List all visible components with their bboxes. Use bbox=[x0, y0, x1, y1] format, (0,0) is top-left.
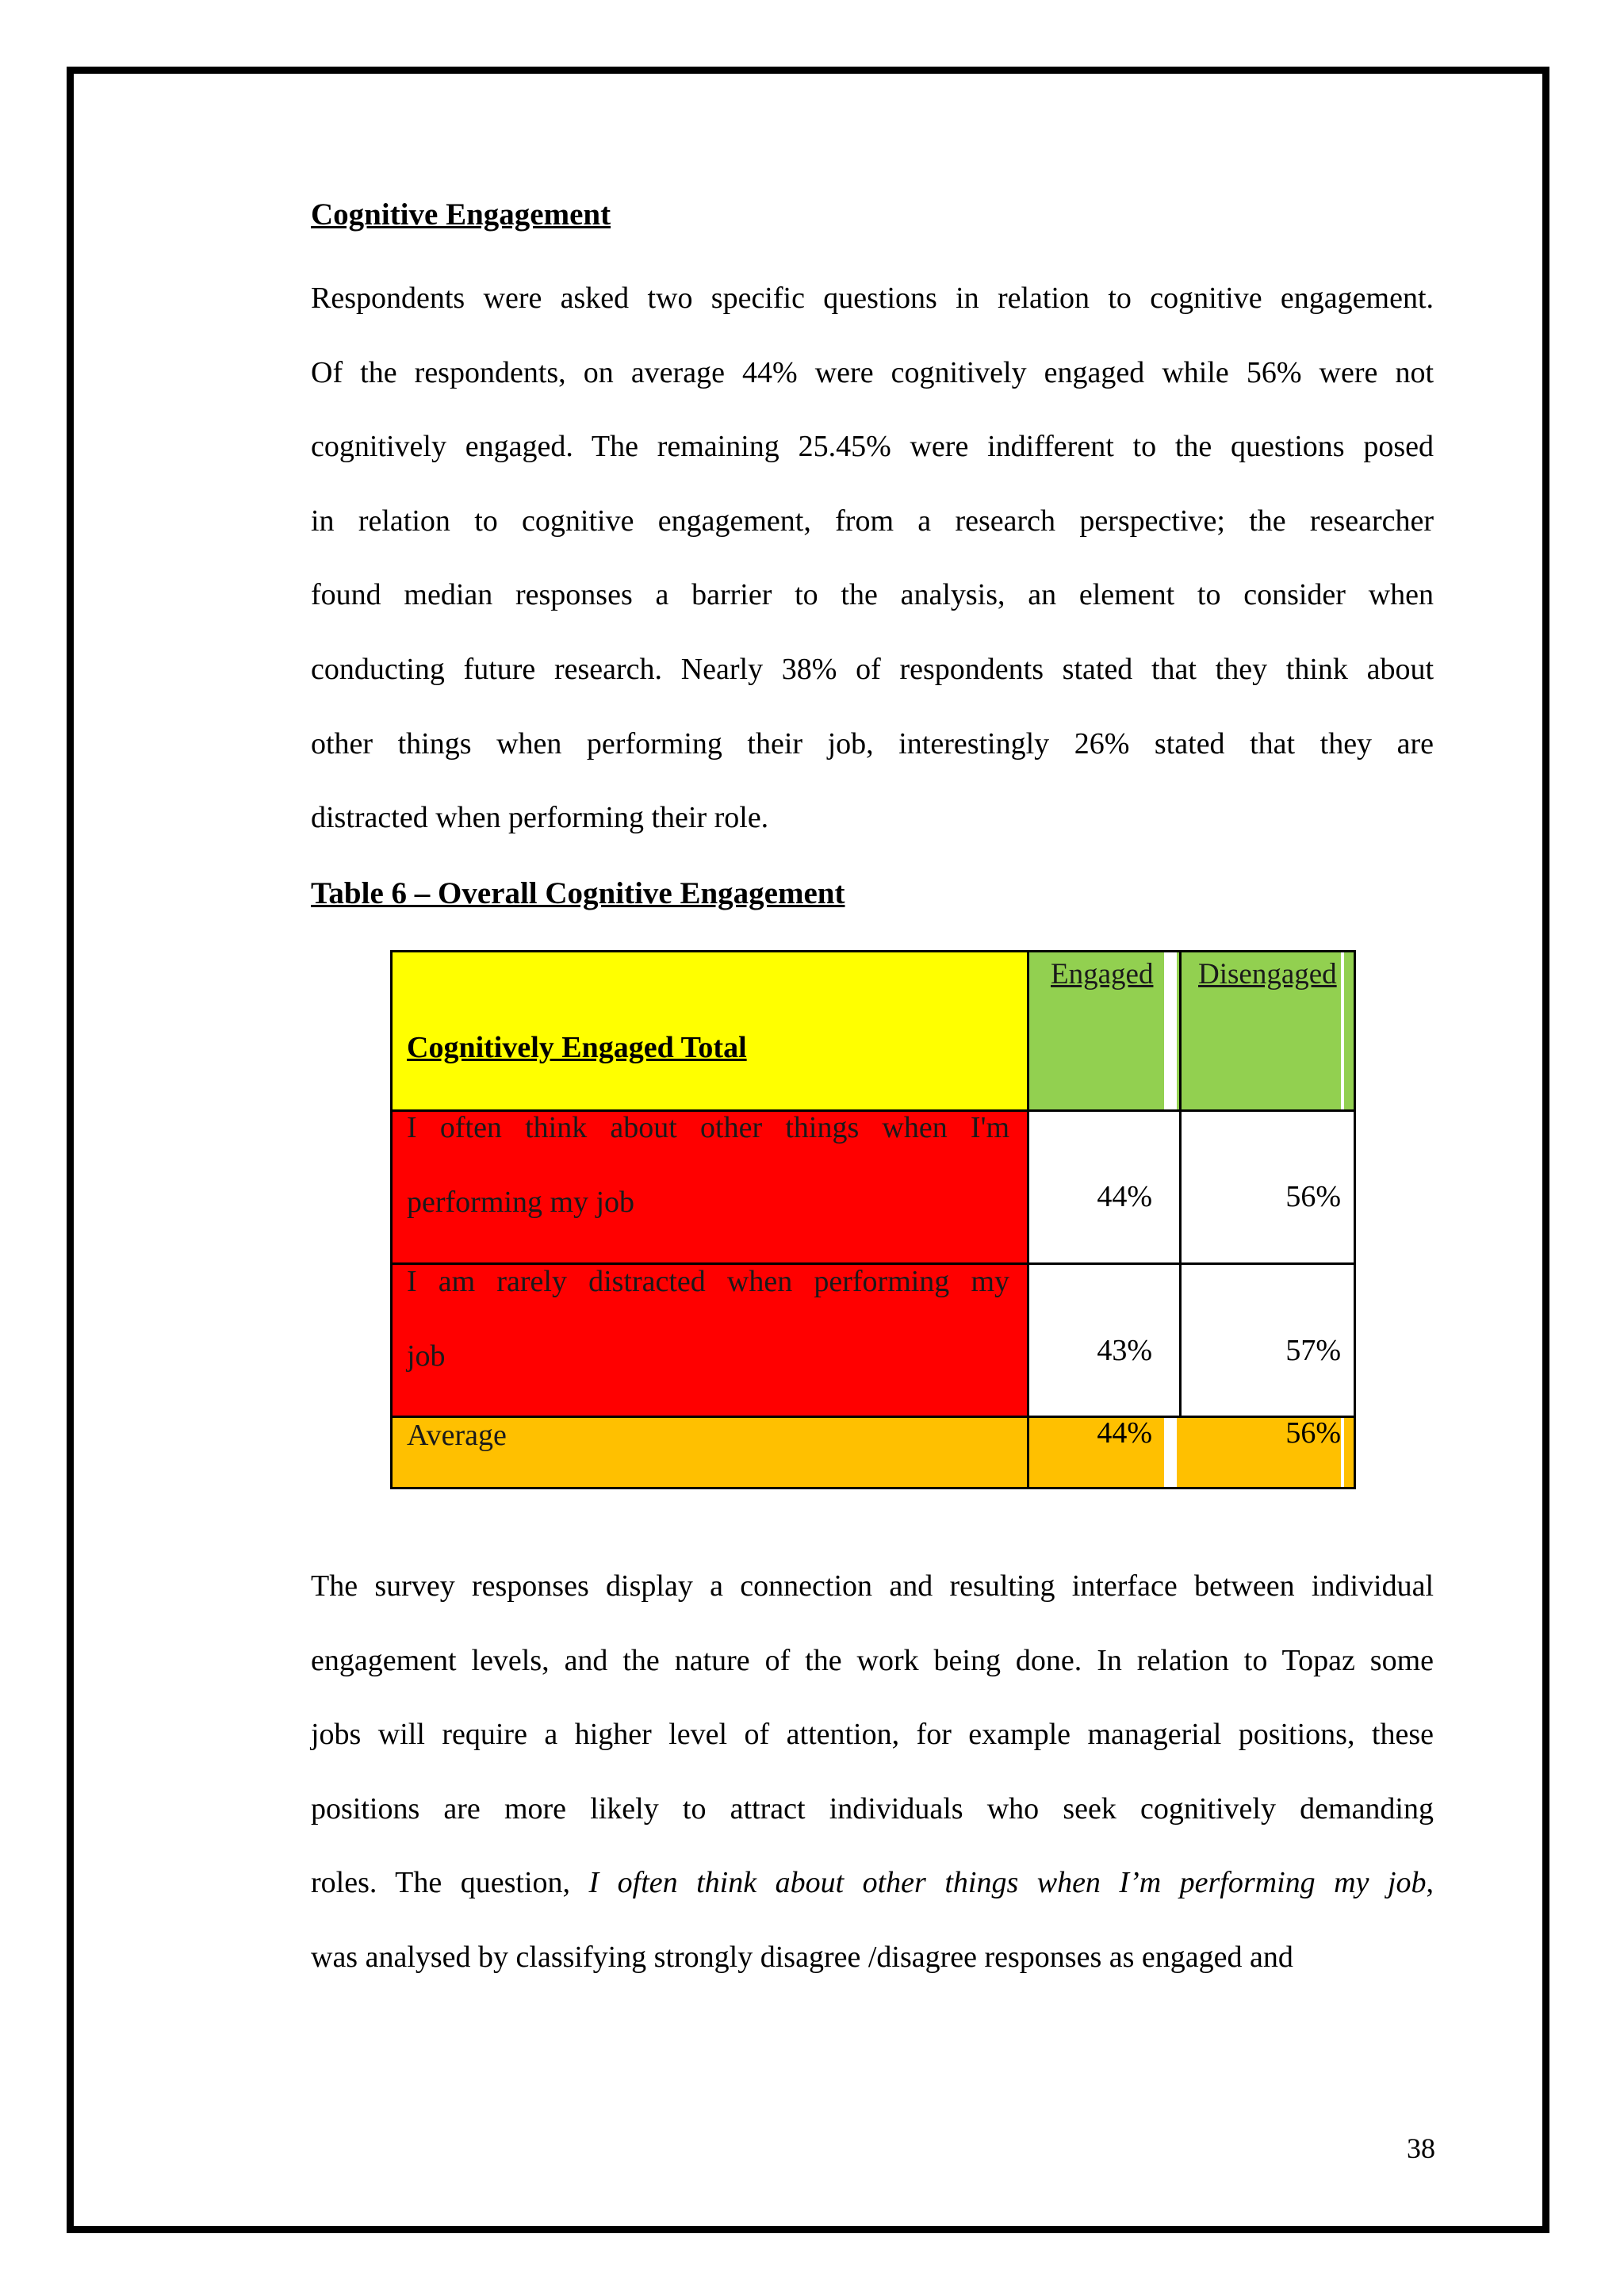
paragraph-1-line: Of the respondents, on average 44% were cognitively engaged while 56% were not bbox=[311, 355, 1434, 389]
paragraph-1-line: found median responses a barrier to the analysis, an element to consider when bbox=[311, 578, 1434, 612]
row-label-line: performing my job bbox=[407, 1186, 635, 1219]
value-disengaged: 56% bbox=[1285, 1180, 1341, 1213]
row-label-line: I am rarely distracted when performing my bbox=[407, 1265, 1009, 1298]
value-engaged: 43% bbox=[1097, 1334, 1152, 1367]
value-engaged: 44% bbox=[1097, 1180, 1152, 1213]
value-disengaged: 56% bbox=[1285, 1416, 1341, 1450]
paragraph-2 bbox=[311, 1550, 1434, 1995]
column-header-disengaged: Disengaged bbox=[1198, 958, 1337, 990]
table-header-label: Cognitively Engaged Total bbox=[407, 1031, 747, 1064]
row-label-line: job bbox=[407, 1339, 446, 1373]
engagement-table bbox=[390, 950, 1356, 1489]
table-caption: Table 6 – Overall Cognitive Engagement bbox=[311, 876, 845, 910]
cell-gap bbox=[1164, 952, 1177, 1109]
paragraph-1-line: conducting future research. Nearly 38% of respondents stated that they think about bbox=[311, 652, 1434, 686]
paragraph-2-line: was analysed by classifying strongly disagree /disagree responses as engaged and bbox=[311, 1940, 1293, 1974]
paragraph-2-line: The survey responses display a connection and resulting interface between individual bbox=[311, 1569, 1434, 1603]
paragraph-2-line: engagement levels, and the nature of the work being done. In relation to Topaz some bbox=[311, 1643, 1434, 1677]
paragraph-1 bbox=[311, 262, 1434, 856]
row-label-line: I often think about other things when I'm bbox=[407, 1111, 1009, 1144]
row-label-line: Average bbox=[407, 1419, 507, 1452]
paragraph-2-line: jobs will require a higher level of attention, for example managerial positions, these bbox=[311, 1718, 1434, 1752]
paragraph-2-text: roles. The question, bbox=[311, 1866, 589, 1900]
grid-line bbox=[1027, 952, 1029, 1487]
row-label bbox=[407, 1398, 724, 1473]
page-number: 38 bbox=[1407, 2132, 1435, 2164]
paragraph-1-line: other things when performing their job, interestingly 26% stated that they are bbox=[311, 726, 1434, 761]
column-header-engaged: Engaged bbox=[1051, 958, 1154, 990]
paragraph-2-line bbox=[311, 1846, 1434, 1921]
cell-gap bbox=[1341, 1418, 1344, 1487]
section-heading: Cognitive Engagement bbox=[311, 197, 611, 232]
paragraph-1-line: distracted when performing their role. bbox=[311, 801, 769, 835]
row-label bbox=[407, 1244, 1009, 1393]
value-engaged: 44% bbox=[1097, 1416, 1152, 1450]
paragraph-2-text: , bbox=[1426, 1866, 1434, 1900]
paragraph-1-line: cognitively engaged. The remaining 25.45% were indifferent to the questions posed bbox=[311, 430, 1434, 464]
cell-gap bbox=[1164, 1418, 1177, 1487]
quoted-question: I often think about other things when I’m performing my job bbox=[588, 1866, 1427, 1900]
paragraph-1-line: Respondents were asked two specific questions in relation to cognitive engagement. bbox=[311, 282, 1434, 315]
row-label bbox=[407, 1090, 1009, 1239]
cell-gap bbox=[1341, 952, 1344, 1109]
paragraph-1-line: in relation to cognitive engagement, from a research perspective; the researcher bbox=[311, 504, 1434, 538]
value-disengaged: 57% bbox=[1285, 1334, 1341, 1367]
paragraph-2-line: positions are more likely to attract individuals who seek cognitively demanding bbox=[311, 1791, 1434, 1826]
grid-line bbox=[1179, 952, 1182, 1418]
